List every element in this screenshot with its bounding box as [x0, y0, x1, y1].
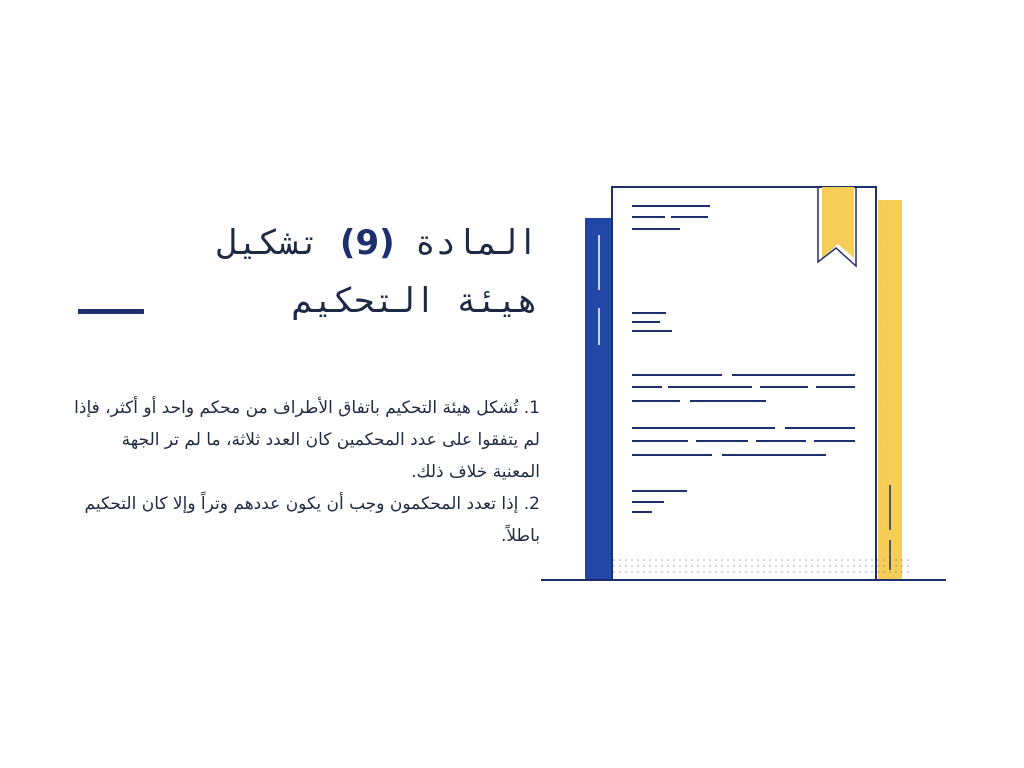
paragraph-2: 2. إذا تعدد المحكمون وجب أن يكون عددهم وتراً وإلا كان التحكيم باطلاً.: [84, 494, 540, 546]
body-text: [70, 392, 540, 552]
title-number: (9): [339, 223, 395, 263]
paragraph-1: 1. تُشكل هيئة التحكيم باتفاق الأطراف من محكم واحد أو أكثر، فإذا لم يتفقوا على عدد المحكمين كان العدد ثلاثة، ما لم تر الجهة المعنية خلاف ذلك.: [74, 398, 540, 482]
title-line-1: [108, 214, 538, 272]
document-page: [612, 187, 876, 580]
title-prefix: المادة: [415, 223, 538, 263]
title-line-2: هيئة التحكيم: [292, 281, 538, 321]
title-suffix: تشكيل: [217, 223, 320, 263]
document-with-bookmark-icon: [540, 185, 950, 585]
title-underline: [78, 309, 144, 314]
slide-title: [108, 214, 538, 330]
